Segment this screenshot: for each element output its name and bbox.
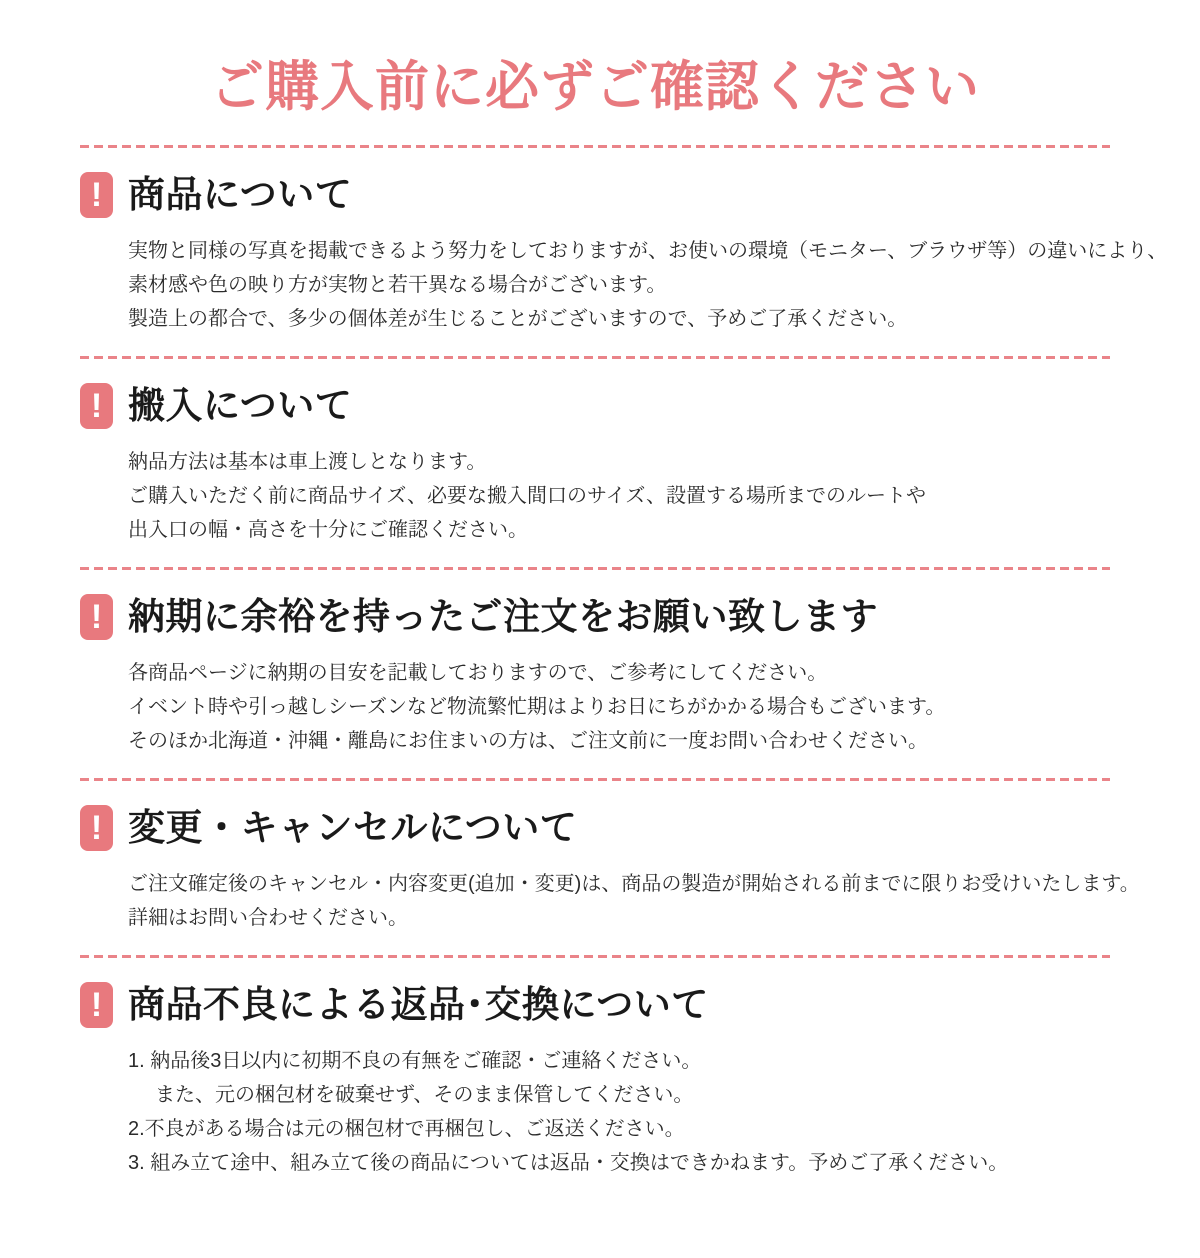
- section-body: [128, 1044, 1110, 1180]
- exclamation-glyph: !: [90, 176, 103, 215]
- exclamation-icon: [80, 383, 113, 429]
- exclamation-glyph: !: [90, 387, 103, 426]
- notice-page: [0, 58, 1200, 1200]
- section-text-line: 出入口の幅・高さを十分にご確認ください。: [128, 519, 528, 542]
- section-text-line: 3. 組み立て途中、組み立て後の商品については返品・交換はできかねます。予めご了承ください。: [128, 1152, 1009, 1175]
- section-text-line: 各商品ページに納期の目安を記載しておりますので、ご参考にしてください。: [128, 662, 828, 685]
- section-body: [128, 867, 1140, 935]
- exclamation-glyph: !: [90, 809, 103, 848]
- section-text-line: そのほか北海道・沖縄・離島にお住まいの方は、ご注文前に一度お問い合わせください。: [128, 730, 928, 753]
- section-text-line: イベント時や引っ越しシーズンなど物流繁忙期はよりお日にちがかかる場合もございます。: [128, 696, 946, 719]
- section-header: [80, 172, 1110, 218]
- section-heading: 納期に余裕を持ったご注文をお願い致します: [128, 596, 878, 638]
- section-text-line: 詳細はお問い合わせください。: [128, 907, 408, 930]
- section-text-line: 実物と同様の写真を掲載できるよう努力をしておりますが、お使いの環境（モニター、ブラウザ等）の違いにより、: [128, 240, 1168, 263]
- section-text-line: 1. 納品後3日以内に初期不良の有無をご確認・ご連絡ください。: [128, 1050, 702, 1073]
- section-heading: 商品不良による返品･交換について: [128, 984, 709, 1026]
- notice-section-cancel: [80, 781, 1140, 955]
- section-heading: 商品について: [128, 174, 353, 216]
- section-text-line: ご購入いただく前に商品サイズ、必要な搬入間口のサイズ、設置する場所までのルートや: [128, 485, 926, 508]
- section-heading: 搬入について: [128, 385, 353, 427]
- notice-section-delivery: [80, 359, 1110, 567]
- page-title: ご購入前に必ずご確認ください: [210, 57, 980, 117]
- exclamation-glyph: !: [90, 986, 103, 1025]
- section-text-line: 製造上の都合で、多少の個体差が生じることがございますので、予めご了承ください。: [128, 308, 908, 331]
- section-text-line: また、元の梱包材を破棄せず、そのまま保管してください。: [155, 1084, 694, 1107]
- title-block: [80, 58, 1110, 117]
- exclamation-glyph: !: [90, 598, 103, 637]
- section-header: [80, 594, 1110, 640]
- exclamation-icon: [80, 982, 113, 1028]
- section-header: [80, 383, 1110, 429]
- section-heading: 変更・キャンセルについて: [128, 807, 578, 849]
- section-body: [128, 445, 1110, 547]
- section-header: [80, 982, 1110, 1028]
- section-body: [128, 656, 1110, 758]
- notice-section-returns: [80, 958, 1110, 1200]
- exclamation-icon: [80, 805, 113, 851]
- notice-section-leadtime: [80, 570, 1110, 778]
- exclamation-icon: [80, 594, 113, 640]
- section-body: [128, 234, 1168, 336]
- section-text-line: 素材感や色の映り方が実物と若干異なる場合がございます。: [128, 274, 667, 297]
- section-text-line: 納品方法は基本は車上渡しとなります。: [128, 451, 487, 474]
- section-text-line: 2.不良がある場合は元の梱包材で再梱包し、ご返送ください。: [128, 1118, 685, 1141]
- section-text-line: ご注文確定後のキャンセル・内容変更(追加・変更)は、商品の製造が開始される前までに限りお受けいたします。: [128, 873, 1140, 896]
- section-header: [80, 805, 1110, 851]
- notice-section-product: [80, 148, 1168, 356]
- exclamation-icon: [80, 172, 113, 218]
